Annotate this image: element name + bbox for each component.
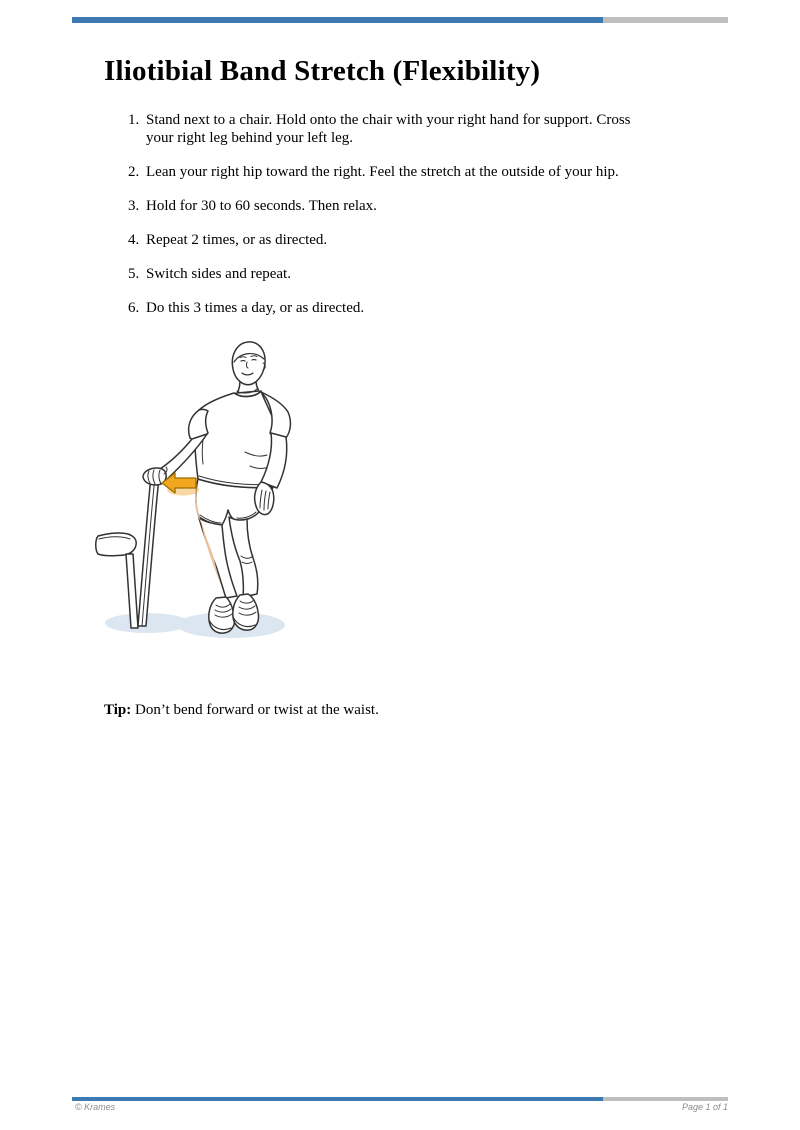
- list-item: [128, 198, 718, 216]
- footer-accent-bar: [72, 1097, 728, 1101]
- man-drawing: [143, 342, 290, 633]
- top-accent-bar: [72, 17, 728, 23]
- item-number: 4.: [128, 231, 140, 248]
- exercise-illustration: [95, 340, 305, 650]
- item-number: 6.: [128, 299, 140, 316]
- item-text: Stand next to a chair. Hold onto the chair with your right hand for support. Cross: [146, 112, 631, 128]
- item-text: your right leg behind your left leg.: [146, 129, 354, 146]
- exercise-illustration-image: [95, 340, 305, 650]
- list-item: [128, 112, 718, 147]
- item-text: Repeat 2 times, or as directed.: [146, 231, 328, 248]
- chair-drawing: [96, 476, 159, 628]
- item-number: 1.: [128, 112, 140, 128]
- tip-body: Don’t bend forward or twist at the waist.: [131, 702, 379, 718]
- list-item: [128, 300, 718, 318]
- item-text: Do this 3 times a day, or as directed.: [146, 299, 365, 316]
- item-number: 2.: [128, 163, 140, 180]
- footer-accent-bar-blue-segment: [72, 1097, 603, 1101]
- footer-accent-bar-gray-segment: [603, 1097, 728, 1101]
- list-item: [128, 266, 718, 284]
- instructions-list: [128, 112, 718, 334]
- top-accent-bar-gray-segment: [603, 17, 728, 23]
- item-number: 3.: [128, 197, 140, 214]
- page-footer: [72, 1102, 728, 1113]
- item-text: Switch sides and repeat.: [146, 265, 291, 282]
- item-text: Lean your right hip toward the right. Feel the stretch at the outside of your hip.: [146, 163, 619, 180]
- list-item: [128, 232, 718, 250]
- item-text: Hold for 30 to 60 seconds. Then relax.: [146, 197, 377, 214]
- tip-label: Tip:: [104, 702, 132, 718]
- page-title: Iliotibial Band Stretch (Flexibility): [104, 55, 541, 87]
- top-accent-bar-blue-segment: [72, 17, 603, 23]
- item-number: 5.: [128, 265, 140, 282]
- tip-text: [104, 701, 379, 719]
- list-item: [128, 164, 718, 182]
- footer-page-number: Page 1 of 1: [681, 1102, 728, 1112]
- footer-copyright: © Krames: [75, 1102, 116, 1112]
